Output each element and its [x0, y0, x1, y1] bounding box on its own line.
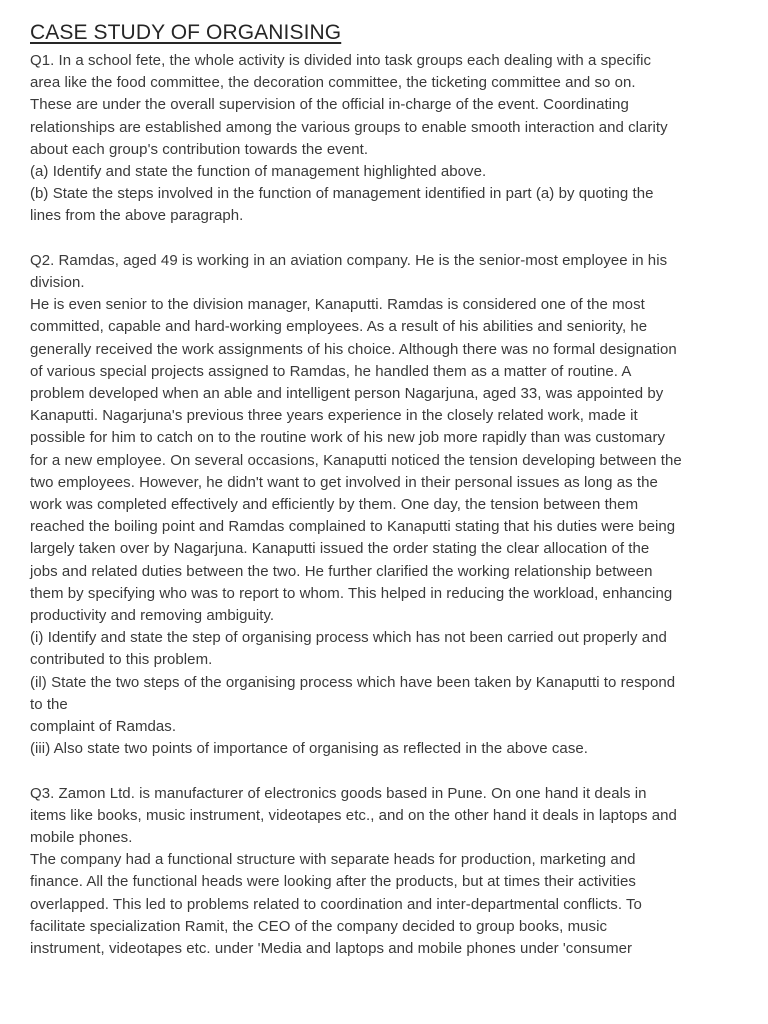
- q1-line: These are under the overall supervision of the official in-charge of the event. Coordinating: [30, 96, 629, 114]
- q3-line: The company had a functional structure with separate heads for production, marketing and: [30, 851, 636, 869]
- q2-line: contributed to this problem.: [30, 651, 213, 669]
- q1-line: Q1. In a school fete, the whole activity is divided into task groups each dealing with a specific: [30, 52, 652, 69]
- q3-line: mobile phones.: [30, 829, 133, 847]
- q2-line: them by specifying who was to report to whom. This helped in reducing the workload, enhancing: [30, 584, 673, 602]
- q3-line: items like books, music instrument, videotapes etc., and on the other hand it deals in laptops and: [30, 806, 677, 824]
- paragraph-gap: [30, 760, 742, 782]
- q1-line: area like the food committee, the decoration committee, the ticketing committee and so on.: [30, 74, 636, 92]
- q2-line: two employees. However, he didn't want to get involved in their personal issues as long as the: [30, 473, 658, 491]
- q2-line: committed, capable and hard-working employees. As a result of his abilities and seniority, he: [30, 318, 648, 336]
- q2-line: possible for him to catch on to the routine work of his new job more rapidly than was customary: [30, 429, 666, 447]
- q3-line: finance. All the functional heads were looking after the products, but at times their activities: [30, 873, 636, 891]
- q2-line: problem developed when an able and intelligent person Nagarjuna, aged 33, was appointed by: [30, 385, 664, 403]
- q3-line: Q3. Zamon Ltd. is manufacturer of electronics goods based in Pune. On one hand it deals in: [30, 784, 647, 802]
- q2-line: Q2. Ramdas, aged 49 is working in an aviation company. He is the senior-most employee in his: [30, 251, 668, 269]
- document-title: CASE STUDY OF ORGANISING: [30, 21, 342, 44]
- paragraph-gap: [30, 228, 742, 250]
- q2-line: work was completed effectively and efficiently by them. One day, the tension between them: [30, 496, 639, 514]
- q2-line: for a new employee. On several occasions, Kanaputti noticed the tension developing between the: [30, 451, 682, 469]
- q2-line: (iii) Also state two points of importance of organising as reflected in the above case.: [30, 740, 588, 758]
- q1-line: (a) Identify and state the function of management highlighted above.: [30, 163, 487, 181]
- q2-line: Kanaputti. Nagarjuna's previous three years experience in the closely related work, made it: [30, 407, 638, 425]
- q2-line: to the: [30, 695, 68, 713]
- q2-line: of various special projects assigned to Ramdas, he handled them as a matter of routine. A: [30, 362, 632, 380]
- q1-line: (b) State the steps involved in the function of management identified in part (a) by quoting the: [30, 185, 654, 203]
- q2-line: productivity and removing ambiguity.: [30, 607, 275, 625]
- q3-line: facilitate specialization Ramit, the CEO of the company decided to group books, music: [30, 917, 608, 935]
- q1-line: relationships are established among the various groups to enable smooth interaction and clarity: [30, 118, 668, 136]
- q2-line: division.: [30, 274, 85, 292]
- q2-line: jobs and related duties between the two. He further clarified the working relationship between: [30, 562, 653, 580]
- q2-line: generally received the work assignments of his choice. Although there was no formal designation: [30, 340, 677, 358]
- q1-line: lines from the above paragraph.: [30, 207, 244, 225]
- q3-line: overlapped. This led to problems related to coordination and inter-departmental conflicts. To: [30, 895, 642, 913]
- q2-line: complaint of Ramdas.: [30, 718, 177, 736]
- q2-line: reached the boiling point and Ramdas complained to Kanaputti stating that his duties were being: [30, 518, 676, 536]
- question-1: [30, 50, 742, 228]
- q2-line: largely taken over by Nagarjuna. Kanaputti issued the order stating the clear allocation of the: [30, 540, 650, 558]
- q2-line: (i) Identify and state the step of organising process which has not been carried out properly and: [30, 629, 667, 647]
- q2-line: (il) State the two steps of the organising process which have been taken by Kanaputti to respond: [30, 673, 676, 691]
- document-page: [30, 20, 742, 960]
- q1-line: about each group's contribution towards the event.: [30, 140, 369, 158]
- q3-line: instrument, videotapes etc. under 'Media and laptops and mobile phones under 'consumer: [30, 940, 633, 958]
- question-2: [30, 250, 742, 761]
- q2-line: He is even senior to the division manager, Kanaputti. Ramdas is considered one of the most: [30, 296, 645, 314]
- question-3: [30, 783, 742, 961]
